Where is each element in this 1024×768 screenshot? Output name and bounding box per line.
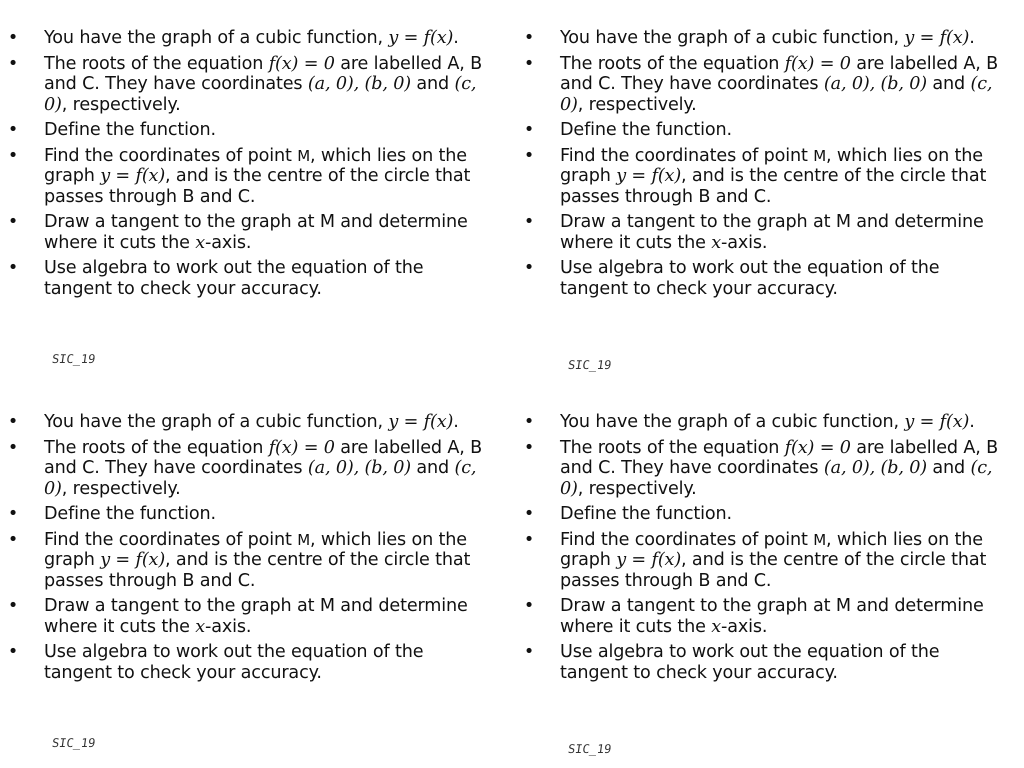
bullet-list (522, 28, 1002, 299)
list-item (6, 642, 486, 683)
item-text: and (926, 74, 971, 94)
list-item (522, 642, 1002, 683)
item-text: and (410, 458, 455, 478)
math-expression: f(x) = 0 (784, 53, 851, 74)
math-expression: y = f(x) (100, 166, 166, 186)
math-expression: x (711, 232, 722, 253)
card-top-left (6, 28, 486, 366)
list-item (522, 596, 1002, 637)
item-text: and (926, 458, 971, 478)
item-text: , respectively. (61, 94, 181, 115)
math-expression: (a, 0), (b, 0) (823, 458, 927, 478)
item-text: Use algebra to work out the equation of the tangent to check your accuracy. (44, 642, 424, 683)
bullet: • (7, 529, 19, 550)
bullet: • (7, 412, 19, 432)
item-text: You have the graph of a cubic function, (560, 28, 905, 48)
item-text: You have the graph of a cubic function, (560, 412, 905, 432)
item-text: are labelled A, B and C. They have coordinates (560, 53, 999, 94)
card-bottom-right (522, 412, 1002, 756)
list-item (6, 596, 486, 637)
list-item (522, 146, 1002, 208)
item-text: Draw a tangent to the graph at M and determine where it cuts the (44, 596, 468, 637)
item-text: Draw a tangent to the graph at M and determine where it cuts the (560, 212, 984, 253)
item-text: . (969, 28, 975, 48)
bullet: • (7, 642, 19, 662)
list-item (522, 212, 1002, 253)
math-expression: y = f(x) (616, 166, 682, 186)
bullet: • (523, 145, 535, 166)
math-expression: (c, 0) (44, 458, 477, 499)
bullet: • (523, 642, 535, 662)
math-expression: y = f(x) (388, 28, 454, 48)
bullet: • (523, 437, 535, 458)
list-item (522, 412, 1002, 433)
item-text: -axis. (205, 232, 252, 253)
list-item (6, 28, 486, 49)
item-text: . (453, 28, 459, 48)
bullet: • (523, 529, 535, 550)
item-text: Use algebra to work out the equation of the tangent to check your accuracy. (44, 258, 424, 299)
math-expression: x (195, 616, 206, 637)
list-item (6, 258, 486, 299)
list-item (6, 412, 486, 433)
math-expression: y = f(x) (388, 412, 454, 432)
math-expression: (a, 0), (b, 0) (307, 74, 411, 94)
bullet: • (523, 120, 535, 140)
item-text: , and is the centre of the circle that passes through B and C. (44, 550, 471, 591)
item-text: -axis. (721, 232, 768, 253)
bullet: • (7, 258, 19, 278)
item-text: are labelled A, B and C. They have coordinates (44, 53, 483, 94)
bullet: • (523, 28, 535, 48)
list-item (6, 504, 486, 525)
item-text: Find the coordinates of point (560, 145, 814, 166)
item-text: Use algebra to work out the equation of the tangent to check your accuracy. (560, 258, 940, 299)
math-expression: (c, 0) (44, 74, 477, 115)
point-label: M (813, 146, 827, 165)
math-expression: y = f(x) (904, 412, 970, 432)
item-text: Draw a tangent to the graph at M and determine where it cuts the (560, 596, 984, 637)
math-expression: x (195, 232, 206, 253)
item-text: -axis. (205, 616, 252, 637)
list-item (6, 530, 486, 592)
point-label: M (297, 530, 311, 549)
item-text: , respectively. (577, 94, 697, 115)
item-text: Define the function. (560, 504, 732, 524)
item-text: , and is the centre of the circle that passes through B and C. (44, 166, 471, 207)
item-text: , respectively. (61, 478, 181, 499)
item-text: -axis. (721, 616, 768, 637)
bullet: • (7, 120, 19, 140)
list-item (522, 54, 1002, 116)
item-text: are labelled A, B and C. They have coordinates (44, 437, 483, 478)
list-item (6, 54, 486, 116)
bullet-list (6, 28, 486, 299)
math-expression: f(x) = 0 (784, 437, 851, 458)
bullet: • (523, 412, 535, 432)
item-text: The roots of the equation (44, 53, 269, 74)
bullet: • (7, 437, 19, 458)
bullet: • (523, 504, 535, 524)
card-top-right (522, 28, 1002, 372)
math-expression: (c, 0) (560, 74, 993, 115)
bullet: • (7, 212, 19, 232)
list-item (522, 504, 1002, 525)
math-expression: y = f(x) (904, 28, 970, 48)
math-expression: (a, 0), (b, 0) (307, 458, 411, 478)
math-expression: x (711, 616, 722, 637)
card-bottom-left (6, 412, 486, 750)
item-text: Find the coordinates of point (44, 529, 298, 550)
list-item (522, 120, 1002, 141)
bullet: • (7, 28, 19, 48)
bullet: • (7, 504, 19, 524)
item-text: . (969, 412, 975, 432)
bullet: • (7, 596, 19, 616)
math-expression: y = f(x) (616, 550, 682, 570)
item-text: , which lies on the graph (560, 145, 983, 186)
item-text: Define the function. (44, 504, 216, 524)
item-text: and (410, 74, 455, 94)
item-text: Use algebra to work out the equation of the tangent to check your accuracy. (560, 642, 940, 683)
list-item (6, 212, 486, 253)
item-text: , and is the centre of the circle that passes through B and C. (560, 166, 987, 207)
item-text: Draw a tangent to the graph at M and determine where it cuts the (44, 212, 468, 253)
list-item (522, 258, 1002, 299)
item-text: The roots of the equation (560, 437, 785, 458)
list-item (522, 28, 1002, 49)
item-text: Define the function. (44, 120, 216, 140)
bullet: • (523, 53, 535, 74)
footer-code: SIC_19 (51, 352, 97, 366)
math-expression: y = f(x) (100, 550, 166, 570)
item-text: Define the function. (560, 120, 732, 140)
math-expression: (a, 0), (b, 0) (823, 74, 927, 94)
item-text: are labelled A, B and C. They have coordinates (560, 437, 999, 478)
bullet-list (522, 412, 1002, 683)
math-expression: f(x) = 0 (268, 437, 335, 458)
item-text: Find the coordinates of point (44, 145, 298, 166)
list-item (6, 438, 486, 500)
bullet: • (523, 258, 535, 278)
math-expression: f(x) = 0 (268, 53, 335, 74)
bullet: • (523, 212, 535, 232)
item-text: , and is the centre of the circle that passes through B and C. (560, 550, 987, 591)
math-expression: (c, 0) (560, 458, 993, 499)
item-text: . (453, 412, 459, 432)
item-text: , which lies on the graph (560, 529, 983, 570)
footer-code: SIC_19 (567, 742, 613, 756)
point-label: M (813, 530, 827, 549)
item-text: , respectively. (577, 478, 697, 499)
bullet: • (523, 596, 535, 616)
list-item (6, 146, 486, 208)
item-text: You have the graph of a cubic function, (44, 412, 389, 432)
item-text: , which lies on the graph (44, 529, 467, 570)
item-text: Find the coordinates of point (560, 529, 814, 550)
item-text: You have the graph of a cubic function, (44, 28, 389, 48)
item-text: , which lies on the graph (44, 145, 467, 186)
footer-code: SIC_19 (567, 358, 613, 372)
bullet-list (6, 412, 486, 683)
list-item (522, 530, 1002, 592)
list-item (6, 120, 486, 141)
bullet: • (7, 145, 19, 166)
item-text: The roots of the equation (44, 437, 269, 458)
list-item (522, 438, 1002, 500)
point-label: M (297, 146, 311, 165)
bullet: • (7, 53, 19, 74)
item-text: The roots of the equation (560, 53, 785, 74)
footer-code: SIC_19 (51, 736, 97, 750)
